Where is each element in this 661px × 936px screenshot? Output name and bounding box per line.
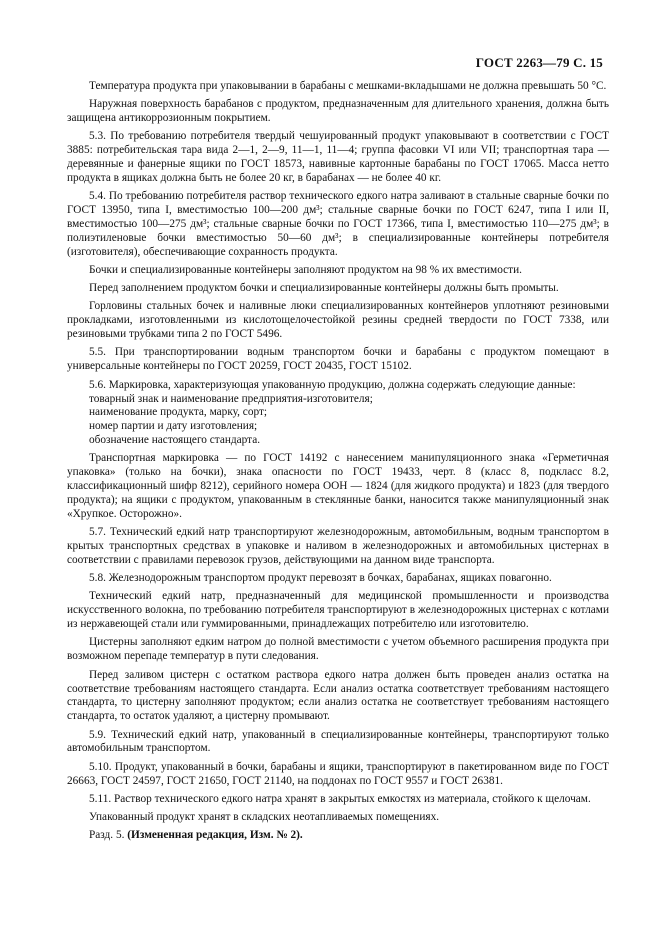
paragraph: Температура продукта при упаковывании в барабаны с мешками-вкладышами не должна превышать 50 °С. bbox=[89, 80, 607, 92]
paragraph: Транспортная маркировка — по ГОСТ 14192 с нанесением манипуляционного знака «Герметичная упаковка» (только на бочки), знака опасности по ГОСТ 19433, черт. 8 (класс 8, подкласс 8.2, классификационный шифр 8212), серийного номера ООН — 1824 (для жидкого продукта) и 1823 (для твердого продукта); на ящики с продуктом, упакованным в стеклянные банки, наносится также манипуляционный знак «Хрупкое. Осторожно». bbox=[67, 452, 609, 521]
paragraph: Бочки и специализированные контейнеры заполняют продуктом на 98 % их вместимости. bbox=[89, 264, 522, 277]
paragraph: Технический едкий натр, предназначенный для медицинской промышленности и производства искусственного волокна, по требованию потребителя транспортируют в железнодорожных цистернах с котлами из нержавеющей стали или гуммированными, принадлежащих потребителю или изготовителю. bbox=[67, 590, 609, 631]
paragraph: 5.10. Продукт, упакованный в бочки, барабаны и ящики, транспортируют в пакетированном виде по ГОСТ 26663, ГОСТ 24597, ГОСТ 21650, ГОСТ 21140, на поддонах по ГОСТ 9557 и ГОСТ 26381. bbox=[67, 760, 609, 787]
amendment-label: (Измененная редакция, Изм. № 2). bbox=[127, 829, 303, 842]
page-header: ГОСТ 2263—79 С. 15 bbox=[475, 55, 603, 70]
paragraph: Перед заполнением продуктом бочки и специализированные контейнеры должны быть промыты. bbox=[89, 282, 559, 295]
list-item: товарный знак и наименование предприятия-изготовителя; bbox=[89, 392, 373, 405]
amendment-note bbox=[67, 829, 609, 843]
paragraph: Упакованный продукт хранят в складских неотапливаемых помещениях. bbox=[89, 810, 440, 823]
paragraph: 5.5. При транспортировании водным транспортом бочки и барабаны с продуктом помещают в универсальные контейнеры по ГОСТ 20259, ГОСТ 20435, ГОСТ 15102. bbox=[67, 346, 609, 373]
list-item: наименование продукта, марку, сорт; bbox=[89, 406, 268, 419]
document-body bbox=[67, 80, 609, 847]
list-item: номер партии и дату изготовления; bbox=[89, 420, 258, 433]
list-item: обозначение настоящего стандарта. bbox=[89, 434, 261, 447]
paragraph: 5.6. Маркировка, характеризующая упакованную продукцию, должна содержать следующие данные: bbox=[89, 378, 576, 391]
paragraph: Цистерны заполняют едким натром до полной вместимости с учетом объемного расширения продукта при возможном перепаде температур в пути следования. bbox=[67, 636, 609, 663]
paragraph: Наружная поверхность барабанов с продуктом, предназначенным для длительного хранения, должна быть защищена антикоррозионным покрытием. bbox=[67, 98, 609, 125]
amendment-section: Разд. 5. bbox=[89, 829, 125, 842]
paragraph: 5.8. Железнодорожным транспортом продукт перевозят в бочках, барабанах, ящиках повагонно. bbox=[89, 572, 552, 585]
paragraph: Перед заливом цистерн с остатком раствора едкого натра должен быть проведен анализ остатка на соответствие требованиям настоящего стандарта. Если анализ остатка соответствует требованиям настоящего стандарта, то цистерну заполняют продуктом; если анализ остатка не соответствует требованиям настоящего стандарта, то остаток удаляют, а цистерну промывают. bbox=[67, 668, 609, 723]
paragraph: 5.11. Раствор технического едкого натра хранят в закрытых емкостях из материала, стойкого к щелочам. bbox=[89, 792, 591, 805]
paragraph: Горловины стальных бочек и наливные люки специализированных контейнеров уплотняют резиновыми прокладками, изготовленными из кислотощелочестойкой резины средней твердости по ГОСТ 7338, или резиновыми трубками типа 2 по ГОСТ 5496. bbox=[67, 300, 609, 341]
paragraph: 5.9. Технический едкий натр, упакованный в специализированные контейнеры, транспортируют только автомобильным транспортом. bbox=[67, 728, 609, 755]
paragraph: 5.3. По требованию потребителя твердый чешуированный продукт упаковывают в соответствии с ГОСТ 3885: потребительская тара вида 2—1, 2—9, 11—1, 11—4; группа фасовки VI или VII; транспортная тара — деревянные и фанерные ящики по ГОСТ 18573, навивные картонные барабаны по ГОСТ 17065. Масса нетто продукта в ящиках должна быть не более 20 кг, в барабанах — не более 40 кг. bbox=[67, 130, 609, 185]
paragraph: 5.4. По требованию потребителя раствор технического едкого натра заливают в стальные сварные бочки по ГОСТ 13950, типа I, вместимостью 100—200 дм³; стальные сварные бочки по ГОСТ 6247, типа I или II, вместимостью 100—275 дм³; стальные сварные бочки по ГОСТ 17366, типа I, вместимостью 110—275 дм³; в полиэтиленовые бочки вместимостью 50—60 дм³; в специализированные контейнеры потребителя (изготовителя), обеспечивающие сохранность продукта. bbox=[67, 190, 609, 258]
paragraph: 5.7. Технический едкий натр транспортируют железнодорожным, автомобильным, водным транспортом в крытых транспортных средствах в упаковке и наливом в железнодорожных и автомобильных цистернах в соответствии с правилами перевозок грузов, действующими на данном виде транспорта. bbox=[67, 526, 609, 567]
